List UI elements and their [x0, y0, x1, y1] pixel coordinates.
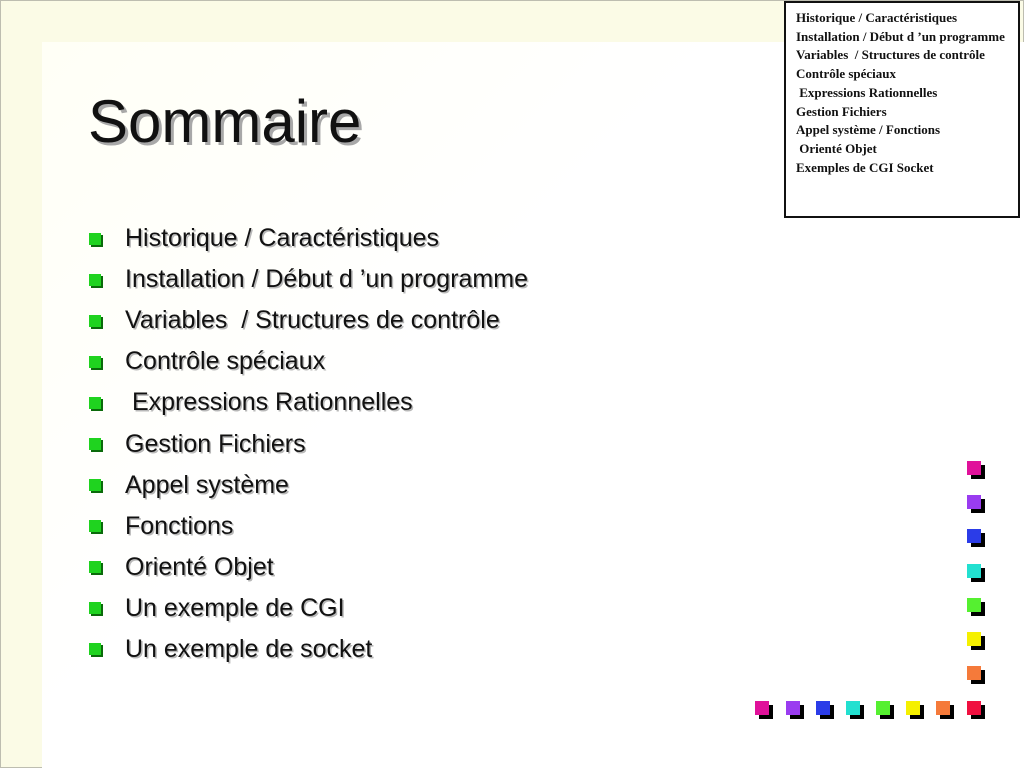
toc-item: Appel système / Fonctions: [796, 122, 941, 138]
toc-item: Installation / Début d ’un programme: [796, 28, 1005, 44]
list-item: [88, 547, 528, 588]
decor-square-icon: [967, 632, 981, 646]
list-item: [88, 218, 528, 259]
slide-title: Sommaire: [88, 88, 362, 155]
list-item-text: Orienté Objet: [125, 552, 274, 581]
list-item-text: Un exemple de CGI: [125, 593, 345, 622]
bullet-square-icon: [89, 233, 101, 245]
bullet-square-icon: [89, 561, 101, 573]
toc-item: Expressions Rationnelles: [796, 84, 938, 100]
decor-square-icon: [786, 701, 800, 715]
bullet-square-icon: [89, 643, 101, 655]
decor-square-icon: [876, 701, 890, 715]
decor-square-icon: [936, 701, 950, 715]
list-item-text: Installation / Début d ’un programme: [125, 265, 528, 294]
decor-square-icon: [816, 701, 830, 715]
decor-square-icon: [967, 666, 981, 680]
list-item: [88, 423, 528, 464]
toc-item: Gestion Fichiers: [796, 103, 887, 119]
bullet-square-icon: [89, 356, 101, 368]
bullet-square-icon: [89, 520, 101, 532]
toc-item: Exemples de CGI Socket: [796, 159, 934, 175]
toc-item: Historique / Caractéristiques: [796, 10, 958, 25]
list-item-text: Un exemple de socket: [125, 634, 373, 663]
list-item-text: Appel système: [125, 470, 289, 499]
bullet-square-icon: [89, 397, 101, 409]
list-item: [88, 300, 528, 341]
list-item-text: Fonctions: [125, 511, 234, 540]
decor-square-icon: [967, 701, 981, 715]
list-item: [88, 506, 528, 547]
decor-square-icon: [967, 564, 981, 578]
decor-square-icon: [967, 529, 981, 543]
decor-square-icon: [967, 598, 981, 612]
list-item-text: Gestion Fichiers: [125, 429, 306, 458]
bullet-square-icon: [89, 438, 101, 450]
list-item-text: Expressions Rationnelles: [125, 388, 413, 417]
list-item: [88, 629, 528, 670]
bullet-square-icon: [89, 479, 101, 491]
list-item-text: Contrôle spéciaux: [125, 347, 326, 376]
table-of-contents-box: [784, 1, 1020, 218]
decor-square-icon: [967, 461, 981, 475]
list-item-text: Variables / Structures de contrôle: [125, 306, 500, 335]
list-item: [88, 382, 528, 423]
bullet-square-icon: [89, 315, 101, 327]
decor-square-icon: [967, 495, 981, 509]
toc-item: Contrôle spéciaux: [796, 66, 897, 82]
list-item: [88, 259, 528, 300]
toc-item: Orienté Objet: [796, 140, 877, 156]
bullet-square-icon: [89, 274, 101, 286]
decor-square-icon: [846, 701, 860, 715]
bullet-square-icon: [89, 602, 101, 614]
list-item: [88, 341, 528, 382]
decor-square-icon: [755, 701, 769, 715]
bullet-list: [88, 218, 528, 670]
list-item: [88, 465, 528, 506]
decor-square-icon: [906, 701, 920, 715]
list-item-text: Historique / Caractéristiques: [125, 224, 440, 253]
list-item: [88, 588, 528, 629]
toc-item: Variables / Structures de contrôle: [796, 47, 985, 63]
